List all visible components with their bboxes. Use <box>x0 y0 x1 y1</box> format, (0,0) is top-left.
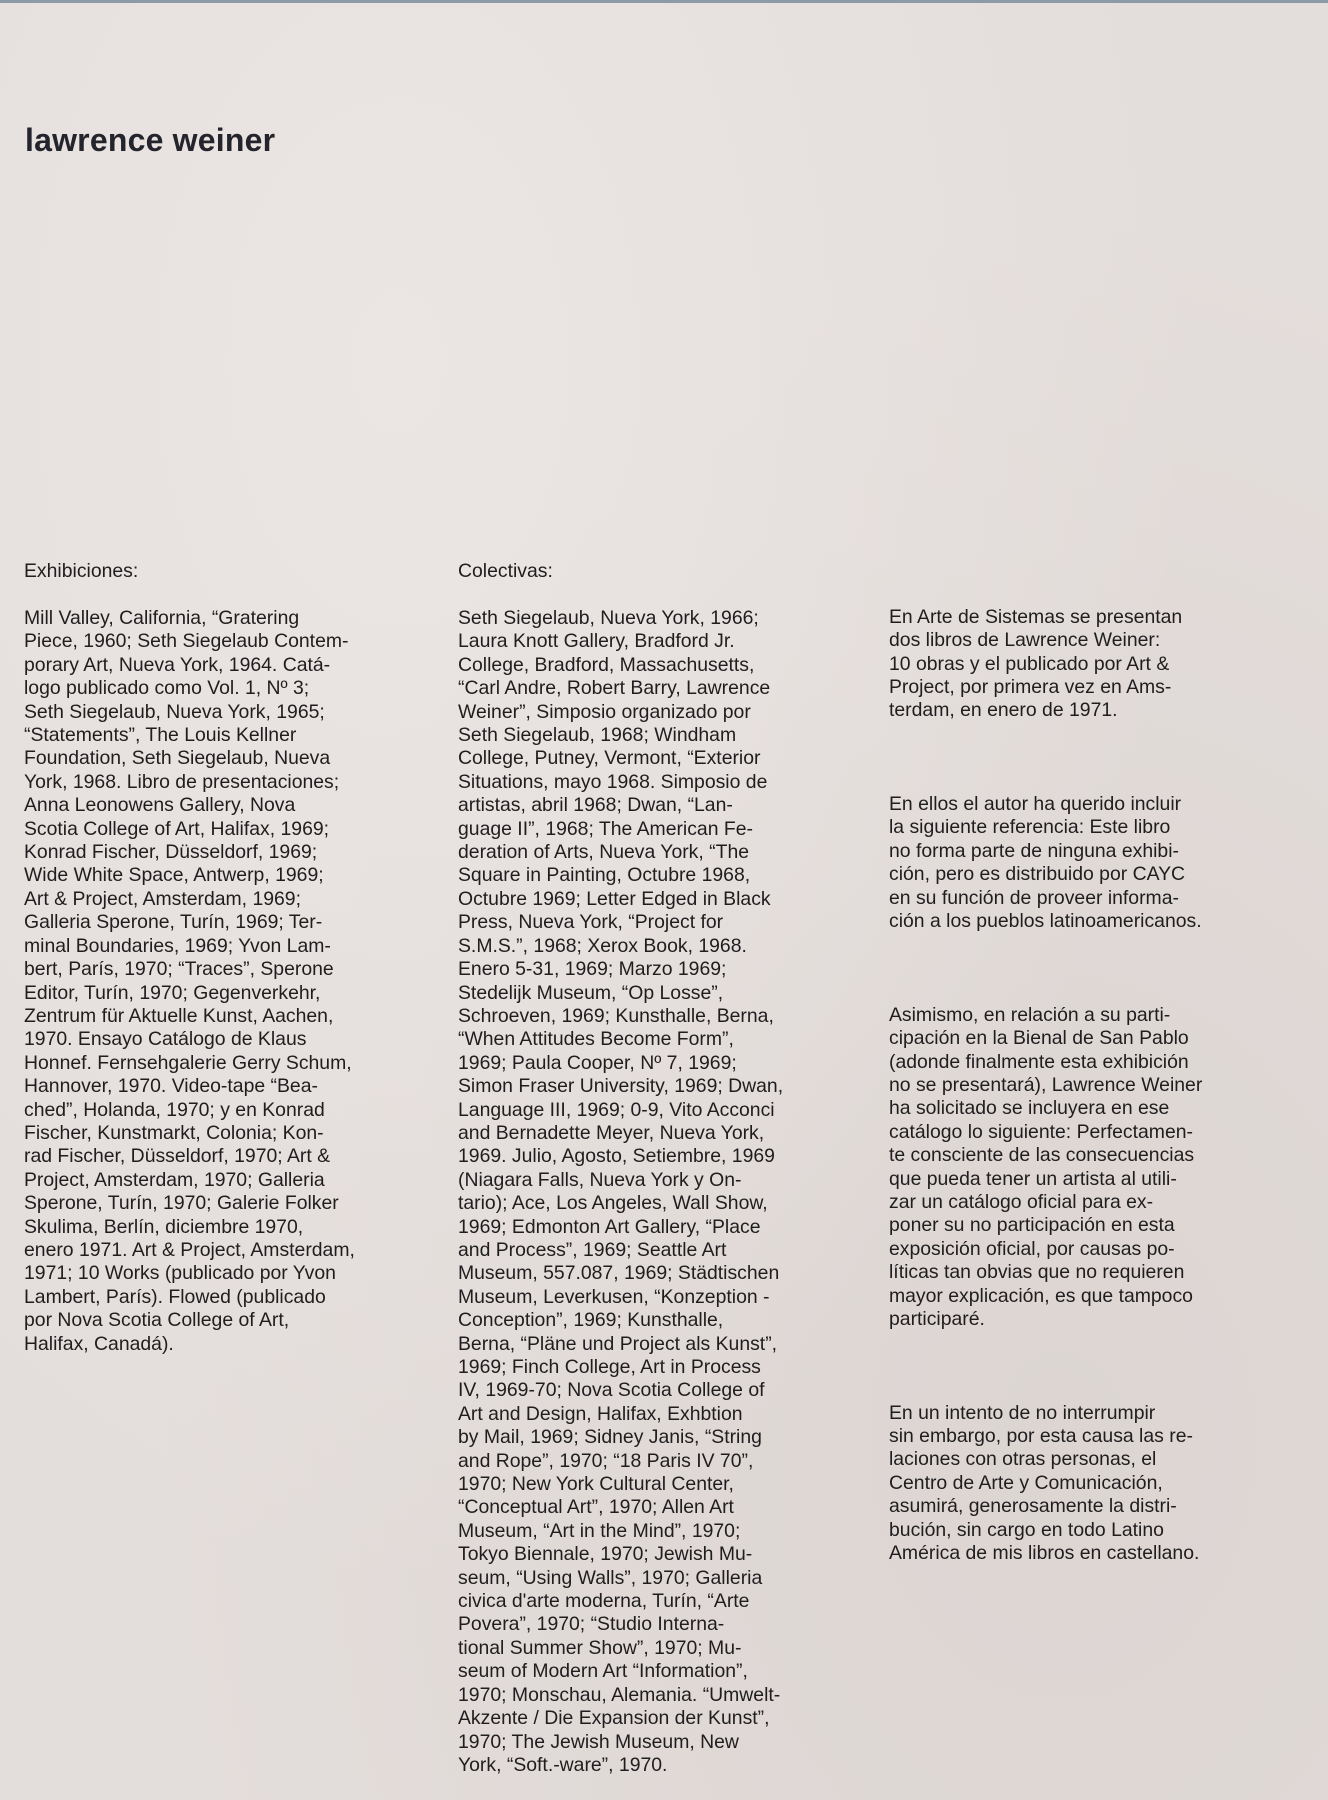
note-paragraph: En un intento de no interrumpir sin embargo, por esta causa las re- laciones con otras personas, el Centro de Arte y Comunicación, asumirá, generosamente la distri- bución, sin cargo en todo Latino América de mis libros en castellano. <box>889 1401 1200 1565</box>
page-title: lawrence weiner <box>25 122 276 158</box>
note-column <box>889 559 1309 1636</box>
collective-heading: Colectivas: <box>458 560 553 582</box>
exhibitions-heading: Exhibiciones: <box>24 560 139 582</box>
note-paragraph: Asimismo, en relación a su parti- cipación en la Bienal de San Pablo (adonde finalmente esta exhibición no se presentará), Lawrence Weiner ha solicitado se incluyera en ese catálogo lo siguiente: Perfectamen- te consciente de las consecuencias que pueda tener un artista al utili- zar un catálogo oficial para ex- poner su no participación en esta exposición oficial, por causas po- líticas tan obvias que no requieren mayor explicación, es que tampoco participaré. <box>889 1003 1203 1330</box>
exhibitions-text: Mill Valley, California, “Gratering Piece, 1960; Seth Siegelaub Contem- porary Art, Nueva York, 1964. Catá- logo publicado como Vol. 1, Nº 3; Seth Siegelaub, Nueva York, 1965; “Statements”, The Louis Kellner Foundation, Seth Siegelaub, Nueva York, 1968. Libro de presentaciones; Anna Leonowens Gallery, Nova Scotia College of Art, Halifax, 1969; Konrad Fischer, Düsseldorf, 1969; Wide White Space, Antwerp, 1969; Art & Project, Amsterdam, 1969; Galleria Sperone, Turín, 1969; Ter- minal Boundaries, 1969; Yvon Lam- bert, París, 1970; “Traces”, Sperone Editor, Turín, 1970; Gegenverkehr, Zentrum für Aktuelle Kunst, Aachen, 1970. Ensayo Catálogo de Klaus Honnef. Fernsehgalerie Gerry Schum, Hannover, 1970. Video-tape “Bea- ched”, Holanda, 1970; y en Konrad Fischer, Kunstmarkt, Colonia; Kon- rad Fischer, Düsseldorf, 1970; Art & Project, Amsterdam, 1970; Galleria Sperone, Turín, 1970; Galerie Folker Skulima, Berlín, diciembre 1970, enero 1971. Art & Project, Amsterdam, 1971; 10 Works (publicado por Yvon Lambert, París). Flowed (publicado por Nova Scotia College of Art, Halifax, Canadá). <box>24 607 355 1355</box>
note-paragraph: En ellos el autor ha querido incluir la siguiente referencia: Este libro no forma parte de ninguna exhibi- ción, pero es distribuido por CAYC en su función de proveer informa- ción a los pueblos latinoamericanos. <box>889 793 1202 933</box>
collective-text: Seth Siegelaub, Nueva York, 1966; Laura Knott Gallery, Bradford Jr. College, Bradford, Massachusetts, “Carl Andre, Robert Barry, Lawrence Weiner”, Simposio organizado por Seth Siegelaub, 1968; Windham College, Putney, Vermont, “Exterior Situations, mayo 1968. Simposio de artistas, abril 1968; Dwan, “Lan- guage II”, 1968; The American Fe- deration of Arts, Nueva York, “The Square in Painting, Octubre 1968, Octubre 1969; Letter Edged in Black Press, Nueva York, “Project for S.M.S.”, 1968; Xerox Book, 1968. Enero 5-31, 1969; Marzo 1969; Stedelijk Museum, “Op Losse”, Schroeven, 1969; Kunsthalle, Berna, “When Attitudes Become Form”, 1969; Paula Cooper, Nº 7, 1969; Simon Fraser University, 1969; Dwan, Language III, 1969; 0-9, Vito Acconci and Bernadette Meyer, Nueva York, 1969. Julio, Agosto, Setiembre, 1969 (Niagara Falls, Nueva York y On- tario); Ace, Los Angeles, Wall Show, 1969; Edmonton Art Gallery, “Place and Process”, 1969; Seattle Art Museum, 557.087, 1969; Städtischen Museum, Leverkusen, “Konzeption - Conception”, 1969; Kunsthalle, Berna, “Pläne und Project als Kunst”, 1969; Finch College, Art in Process IV, 1969-70; Nova Scotia College of Art and Design, Halifax, Exhbtion by Mail, 1969; Sidney Janis, “String and Rope”, 1970; “18 Paris IV 70”, 1970; New York Cultural Center, “Conceptual Art”, 1970; Allen Art Museum, “Art in the Mind”, 1970; Tokyo Biennale, 1970; Jewish Mu- seum, “Using Walls”, 1970; Galleria civica d'arte moderna, Turín, “Arte Povera”, 1970; “Studio Interna- tional Summer Show”, 1970; Mu- seum of Modern Art “Information”, 1970; Monschau, Alemania. “Umwelt- Akzente / Die Expansion der Kunst”, 1970; The Jewish Museum, New York, “Soft.-ware”, 1970. <box>458 607 784 1776</box>
note-paragraph: En Arte de Sistemas se presentan dos libros de Lawrence Weiner: 10 obras y el publicado por Art & Project, por primera vez en Ams- terdam, en enero de 1971. <box>889 605 1183 722</box>
